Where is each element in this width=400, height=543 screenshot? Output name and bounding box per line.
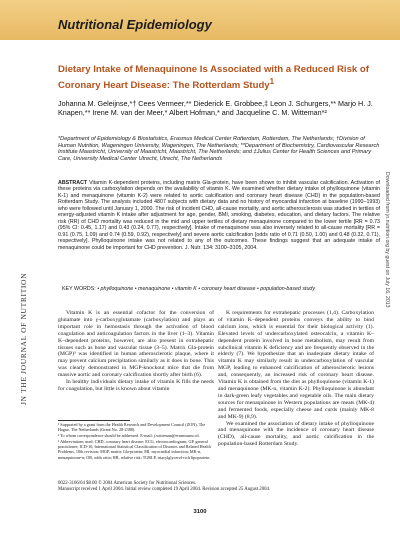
section-header-bar — [0, 0, 400, 40]
copyright-line: 0022-3166/04 $8.00 © 2004 American Society for Nutritional Sciences. — [58, 481, 197, 486]
abstract-text: Vitamin K-dependent proteins, including matrix Gla-protein, have been shown to inhibit vascular calcification. Activation of these proteins via carboxylation depends on the availability of vitamin K. We examined whether dietary intake of phylloquinone (vitamin K-1) and menaquinone (vitamin K-2) were related to aortic calcification and coronary heart disease (CHD) in the population-based Rotterdam Study. The analysis included 4807 subjects with dietary data and no history of myocardial infarction at baseline (1990–1993) who were followed until January 1, 2000. The risk of incident CHD, all-cause mortality, and aortic atherosclerosis was studied in tertiles of energy-adjusted vitamin K intake after adjustment for age, gender, BMI, smoking, diabetes, education, and dietary factors. The relative risk (RR) of CHD mortality was reduced in the mid and upper tertiles of dietary menaquinone compared to the lower tertile [RR = 0.73 (95% CI: 0.45, 1.17) and 0.43 (0.24, 0.77), respectively]. Intake of menaquinone was also inversely related to all-cause mortality [RR = 0.91 (0.75, 1.09) and 0.74 (0.59, 0.92), respectively] and severe aortic calcification [odds ratio of 0.71 (0.50, 1.00) and 0.48 (0.32, 0.71), respectively]. Phylloquinone intake was not related to any of the outcomes. These findings suggest that an adequate intake of menaquinone could be important for CHD prevention. — [58, 180, 380, 251]
page-number: 3100 — [193, 509, 207, 515]
footnote: ³ Abbreviations used: CHD, coronary heart disease; ECG, electrocardiogram; GP, general practitioner; ICD-10, International Statistical Classification of Diseases and Related Health Problems, 10th revision; MGP, matrix Gla-protein; MI, myocardial infarction; MK-n, menaquinone-n; OR, odds ratio; RR, relative risk; TGRLP, triacylglycerol-rich lipoprotein. — [58, 439, 211, 460]
keywords-label: KEY WORDS: — [62, 286, 96, 292]
body-column-left — [58, 310, 214, 393]
copyright-block — [58, 481, 380, 493]
download-watermark: Downloaded from jn.nutrition.org by guest on July 16, 2013 — [384, 172, 390, 308]
manuscript-dates: Manuscript received 1 April 2004. Initial review completed 19 April 2004. Revision accepted 25 August 2004. — [58, 486, 271, 492]
section-title: Nutritional Epidemiology — [58, 17, 212, 32]
footnote: ² To whom correspondence should be addressed. E-mail: j.witteman@erasmusmc.nl. — [58, 433, 200, 439]
article-title — [58, 64, 378, 91]
abstract — [58, 180, 380, 251]
journal-running-title: JN THE JOURNAL OF NUTRITION — [19, 272, 28, 405]
footnotes — [58, 422, 214, 461]
keywords-list: • phylloquinone • menaquinone • vitamin K • coronary heart disease • population-based study — [97, 286, 315, 292]
title-text: Dietary Intake of Menaquinone Is Associated with a Reduced Risk of Coronary Heart Disease: The Rotterdam Study — [58, 64, 369, 91]
title-footnote-marker: 1 — [269, 76, 275, 86]
body-column-right — [218, 310, 374, 448]
body-paragraph: In healthy individuals dietary intake of vitamin K fills the needs for coagulation, but little is known about vitamin — [58, 379, 214, 392]
citation: J. Nutr. 134: 3100–3105, 2004. — [184, 244, 258, 251]
footnote-divider — [58, 420, 130, 421]
author-list: Johanna M. Geleijnse,*† Cees Vermeer,** Diederick E. Grobbee,‡ Leon J. Schurgers,** Marjo H. J. Knapen,** Irene M. van der Meer,* Albert Hofman,* and Jacqueline C. M. Witteman*² — [58, 99, 373, 117]
footnote: ¹ Supported by a grant from the Health Research and Development Council (ZON), The Hague, The Netherlands (Grant No. 28-2388). — [58, 422, 206, 433]
keywords — [62, 286, 380, 293]
body-paragraph: We examined the association of dietary intake of phylloquinone and menaquinone with the incidence of coronary heart disease (CHD), all-cause mortality, and aortic calcification in the population-based Rotterdam Study. — [218, 420, 374, 448]
affiliations: *Department of Epidemiology & Biostatistics, Erasmus Medical Center Rotterdam, Rotterdam, The Netherlands; †Division of Human Nutrition, Wageningen University, Wageningen, The Netherlands; **Department of Biochemistry, Cardiovascular Research Institute Maastricht, University of Maastricht, Maastricht, The Netherlands; and ‡Julius Center for Health Sciences and Primary Care, University Medical Center Utrecht, Utrecht, The Netherlands — [58, 136, 380, 162]
abstract-label: ABSTRACT — [58, 180, 88, 186]
body-paragraph: K requirements for extrahepatic processes (1,4). Carboxylation of vitamin K–dependent proteins conveys the ability to bind calcium ions, which is essential for their biological activity (1). Elevated levels of undercarboxylated osteocalcin, a vitamin K–dependent protein involved in bone metabolism, may result from subclinical vitamin K deficiency and are frequently observed in the elderly (7). We hypothesize that an inadequate dietary intake of vitamin K may similarly result in undercarboxylation of vascular MGP, leading to enhanced calcification of atherosclerotic lesions and, consequently, an increased risk of coronary heart disease. Vitamin K is obtained from the diet as phylloquinone (vitamin K-1) and menaquinone (MK-n, vitamin K-2). Phylloquinone is abundant in dark-green leafy vegetables and vegetable oils. The main dietary sources for menaquinone in Western populations are meats (MK-4) and fermented foods, especially cheese and curds (mainly MK-8 and MK-9) (8,9). — [218, 310, 374, 420]
body-paragraph: Vitamin K is an essential cofactor for the conversion of glutamate into γ-carboxyglutamate (carboxylation) and plays an important role in hemostasis through the activation of blood coagulation and anticoagulation factors in the liver (1–3). Vitamin K–dependent proteins, however, are also present in extrahepatic tissues such as bone and vascular tissue (3–5). Matrix Gla-protein (MGP)³ was identified in human atherosclerotic plaque, where it may prevent calcium precipitation similarly as it does in bone. This was clearly demonstrated in MGP-knockout mice that die from massive aortic and coronary calcification shortly after birth (6). — [58, 310, 214, 379]
